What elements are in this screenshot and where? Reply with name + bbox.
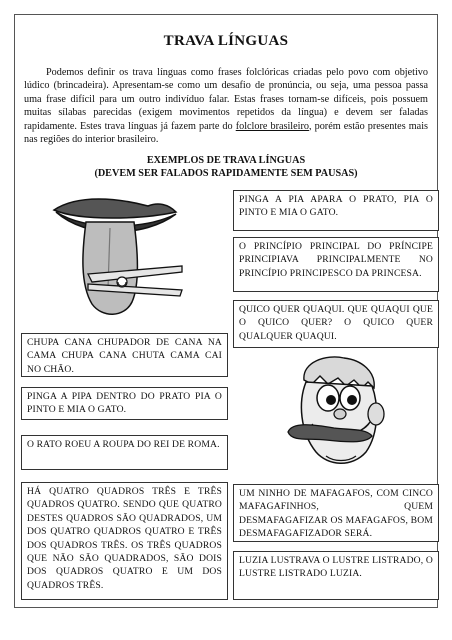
page-title: TRAVA LÍNGUAS — [163, 33, 289, 49]
tongue-twister-principio: O PRINCÍPIO PRINCIPAL DO PRÍNCIPE PRINCIPIAVA PRINCIPALMENTE NO PRINCÍPIO PRINCIPESCO DA PRINCESA. — [233, 237, 439, 292]
tongue-twister-rato-roeu: O RATO ROEU A ROUPA DO REI DE ROMA. — [21, 435, 228, 470]
cartoon-boy-tongue-out-icon — [282, 352, 392, 472]
tongue-twister-quico: QUICO QUER QUAQUI. QUE QUAQUI QUE O QUICO QUER? O QUICO QUER QUALQUER QUAQUI. — [233, 300, 439, 348]
tongue-with-clothespin-icon — [48, 192, 188, 322]
intro-text-end: , porém estão presentes mais nas regiões do interior brasileiro. — [24, 120, 428, 146]
intro-paragraph — [24, 66, 428, 146]
tongue-twister-pinga-pipa: PINGA A PIPA DENTRO DO PRATO PIA O PINTO E MIA O GATO. — [21, 387, 228, 420]
examples-heading: EXEMPLOS DE TRAVA LÍNGUAS — [146, 155, 306, 166]
tongue-twister-pinga-pia: PINGA A PIA APARA O PRATO, PIA O PINTO E MIA O GATO. — [233, 190, 439, 231]
tongue-twister-mafagafos: UM NINHO DE MAFAGAFOS, COM CINCO MAFAGAFINHOS, QUEM DESMAFAGAFIZAR OS MAFAGAFOS, BOM DESMAFAGAFIZADOR SERÁ. — [233, 484, 439, 542]
examples-subheading: (DEVEM SER FALADOS RAPIDAMENTE SEM PAUSAS) — [94, 168, 358, 179]
folclore-link[interactable]: folclore brasileiro — [235, 120, 309, 132]
intro-text: Podemos definir os trava línguas como frases folclóricas criadas pelo povo com objetivo lúdico (brincadeira). Apresentam-se como um desafio de pronúncia, ou seja, uma pessoa passa uma frase difícil para um outro indivíduo falar. Estas frases tornam-se difíceis, pois possuem muitas sílabas parecidas (exigem movimentos repetidos da língua) e devem ser faladas rapidamente. Estes trava línguas já fazem parte do — [24, 67, 428, 132]
tongue-twister-chupa-cana: CHUPA CANA CHUPADOR DE CANA NA CAMA CHUPA CANA CHUTA CAMA CAI NO CHÃO. — [21, 333, 228, 377]
tongue-twister-quatro-quadros: HÁ QUATRO QUADROS TRÊS E TRÊS QUADROS QUATRO. SENDO QUE QUATRO DESTES QUADROS SÃO QUADRADOS, UM DOS QUATRO QUADROS QUATRO E TRÊS DOS QUADROS TRÊS. OS TRÊS QUADROS QUE NÃO SÃO QUADRADOS, SÃO DOIS DOS QUADROS QUATRO E UM DOS QUADROS TRÊS. — [21, 482, 228, 600]
tongue-twister-luzia: LUZIA LUSTRAVA O LUSTRE LISTRADO, O LUSTRE LISTRADO LUZIA. — [233, 551, 439, 600]
